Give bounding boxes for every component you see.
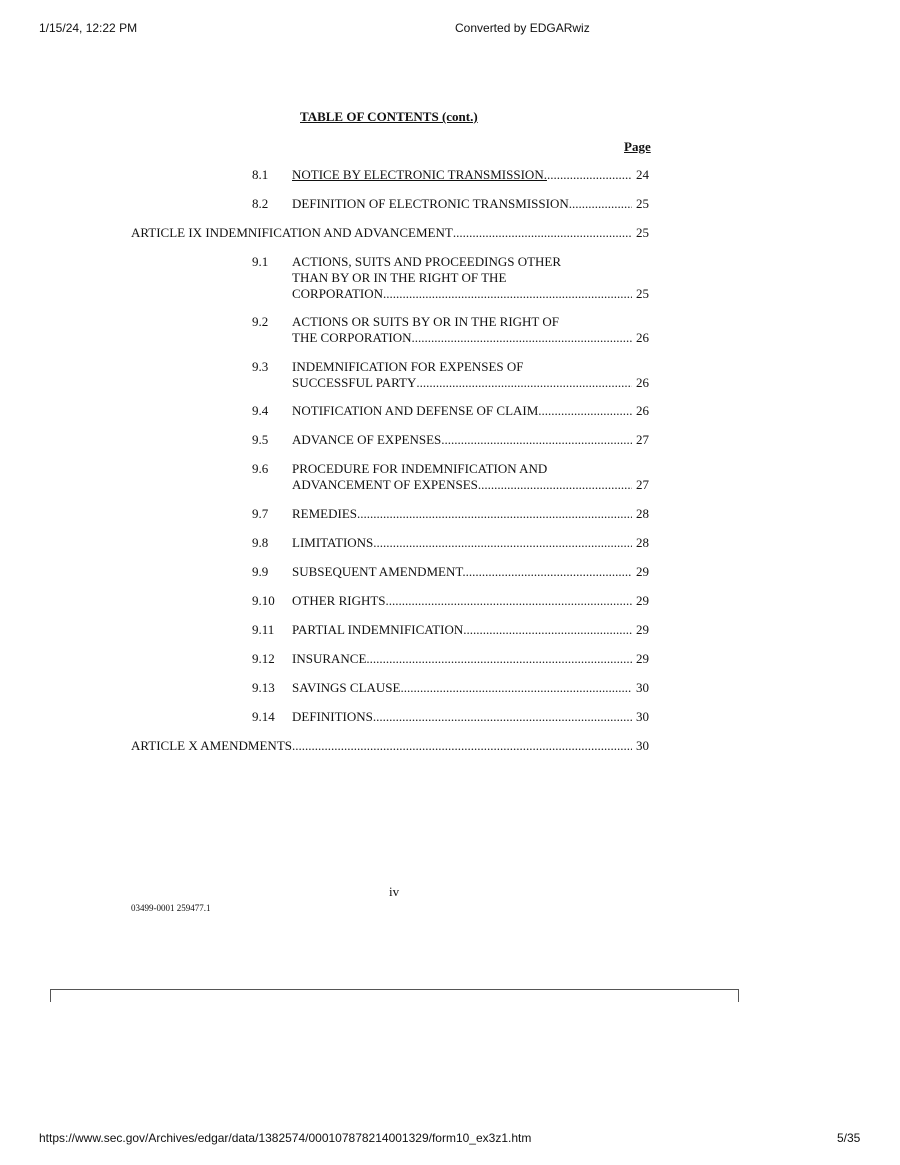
page-number: 29 [636, 622, 649, 637]
dot-leader [542, 403, 632, 419]
section-title-line: ACTIONS, SUITS AND PROCEEDINGS OTHER [292, 254, 562, 269]
section-title-line: ADVANCEMENT OF EXPENSES. [292, 477, 482, 492]
section-title-link[interactable]: NOTICE BY ELECTRONIC TRANSMISSION. [292, 167, 547, 182]
section-number: 9.14 [252, 709, 275, 724]
page-number: 27 [636, 432, 649, 447]
dot-leader [376, 709, 632, 725]
section-title: INSURANCE. [292, 651, 370, 666]
article-title: ARTICLE IX INDEMNIFICATION AND ADVANCEMENT [131, 225, 453, 240]
dot-leader [404, 680, 632, 696]
section-title-line: SUCCESSFUL PARTY [292, 375, 417, 390]
print-url: https://www.sec.gov/Archives/edgar/data/1382574/000107878214001329/form10_ex3z1.htm [39, 1131, 532, 1145]
page-number: 30 [636, 680, 649, 695]
dot-leader [386, 286, 632, 302]
section-title: DEFINITIONS. [292, 709, 377, 724]
page-number: 29 [636, 564, 649, 579]
dot-leader [292, 738, 632, 754]
section-title-line: ACTIONS OR SUITS BY OR IN THE RIGHT OF [292, 314, 560, 329]
dot-leader [416, 375, 632, 391]
page-number: 25 [636, 286, 649, 301]
section-number: 9.11 [252, 622, 275, 637]
page-number: 29 [636, 593, 649, 608]
page-column-heading: Page [624, 139, 651, 154]
page-number: 30 [636, 709, 649, 724]
document-id: 03499-0001 259477.1 [131, 903, 211, 913]
page-number: 26 [636, 403, 649, 418]
dot-leader [377, 535, 632, 551]
print-page-count: 5/35 [837, 1131, 861, 1145]
section-title: PARTIAL INDEMNIFICATION. [292, 622, 467, 637]
section-number: 8.2 [252, 196, 269, 211]
dot-leader [360, 506, 632, 522]
section-title-line: PROCEDURE FOR INDEMNIFICATION AND [292, 461, 548, 476]
section-title-line: CORPORATION. [292, 286, 387, 301]
page-number: 26 [636, 330, 649, 345]
section-number: 9.2 [252, 314, 269, 329]
page-number: 30 [636, 738, 649, 753]
page-number: 24 [636, 167, 649, 182]
section-number: 9.10 [252, 593, 275, 608]
section-title: ADVANCE OF EXPENSES. [292, 432, 445, 447]
print-datetime: 1/15/24, 12:22 PM [39, 21, 138, 35]
section-number: 9.5 [252, 432, 269, 447]
page-number: 25 [636, 225, 649, 240]
section-number: 9.8 [252, 535, 269, 550]
section-number: 8.1 [252, 167, 269, 182]
page-number: 25 [636, 196, 649, 211]
section-title: NOTIFICATION AND DEFENSE OF CLAIM. [292, 403, 542, 418]
section-title: REMEDIES. [292, 506, 361, 521]
section-title: SAVINGS CLAUSE. [292, 680, 404, 695]
page-number: 26 [636, 375, 649, 390]
dot-leader [572, 196, 632, 212]
dot-leader [453, 225, 632, 241]
page-number: 28 [636, 506, 649, 521]
dot-leader [466, 622, 632, 638]
section-number: 9.6 [252, 461, 269, 476]
dot-leader [445, 432, 632, 448]
toc-article-x [131, 738, 649, 754]
dot-leader [415, 330, 632, 346]
toc-article-ix [131, 225, 649, 241]
article-title: ARTICLE X AMENDMENTS [131, 738, 292, 753]
section-title-line: THE CORPORATION. [292, 330, 415, 345]
section-number: 9.3 [252, 359, 269, 374]
page-number: 27 [636, 477, 649, 492]
section-number: 9.4 [252, 403, 269, 418]
section-title: DEFINITION OF ELECTRONIC TRANSMISSION. [292, 196, 572, 211]
dot-leader [466, 564, 632, 580]
section-title-line: INDEMNIFICATION FOR EXPENSES OF [292, 359, 524, 374]
section-title-line: THAN BY OR IN THE RIGHT OF THE [292, 270, 507, 285]
section-title: OTHER RIGHTS. [292, 593, 389, 608]
section-title: SUBSEQUENT AMENDMENT. [292, 564, 466, 579]
page-frame-edge [50, 989, 739, 1002]
dot-leader [370, 651, 632, 667]
section-number: 9.7 [252, 506, 269, 521]
toc-title: TABLE OF CONTENTS (cont.) [300, 109, 478, 124]
converter-credit: Converted by EDGARwiz [455, 21, 590, 35]
dot-leader [547, 167, 632, 183]
dot-leader [481, 477, 632, 493]
section-number: 9.12 [252, 651, 275, 666]
dot-leader [389, 593, 632, 609]
page-number: 28 [636, 535, 649, 550]
section-title: LIMITATIONS. [292, 535, 377, 550]
section-number: 9.9 [252, 564, 269, 579]
roman-page-number: iv [389, 884, 400, 899]
section-number: 9.1 [252, 254, 269, 269]
page-number: 29 [636, 651, 649, 666]
section-number: 9.13 [252, 680, 275, 695]
